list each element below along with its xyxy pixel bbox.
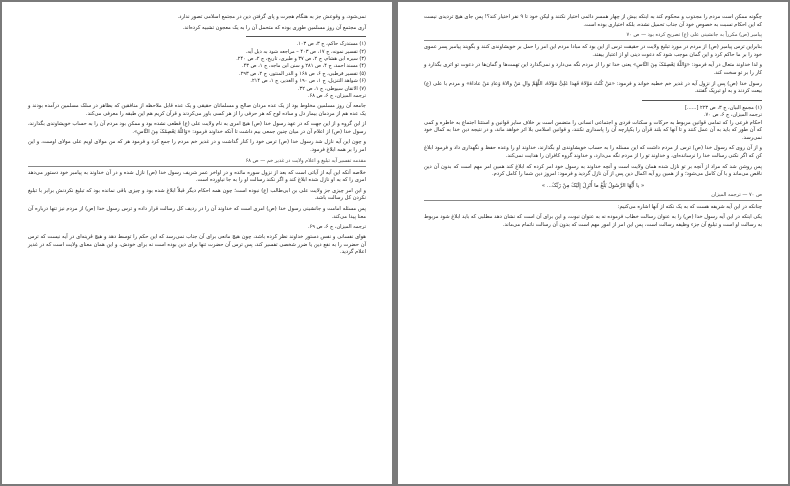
paragraph: و از آن روی که رسول خدا (ص) ترس از مردم داشت که این مسئله را به حساب خویشاوندی او بگذارند، خداوند او را وعده حفظ و نگهداری داد و فرمود ابلاغ کن که اگر نکنی رسالت خدا را نرسانده‌ای، و خداوند تو را از مردم نگه می‌دارد، و خداوند گروه کافران را هدایت نمی‌کند. <box>424 145 762 159</box>
paragraph: آری مجتمع آن روز مسلمین طوری بوده که متحمل آن را به یک معجون تشبیه کرده‌اند. <box>182 24 366 31</box>
quranic-verse: « یا أَیُّهَا الرَّسُولُ بَلِّغْ ما أُنْزِلَ إِلَیْکَ مِنْ رَبِّکَ... » <box>541 182 645 189</box>
source-reference: ترجمه المیزان، ج ۶، ص ۶۹. <box>307 224 366 231</box>
footnote: (۵) تفسیر قرطبی، ج ۶، ص ۱۶۸ و الدر المنثور، ج ۲، ص ۲۹۳. <box>238 70 366 77</box>
paragraph: خلاصه آنکه این آیه از آیاتی است که بعد از نزول سوره مائده و در اواخر عمر شریف رسول خدا (ص) نازل شده و در آن خداوند به پیامبر خود دستور می‌دهد امری را که به او نازل شده ابلاغ کند و اگر نکند رسالت او را به جا نیاورده است. <box>28 169 366 184</box>
paragraph: پس مسئله امامت و جانشینی رسول خدا (ص) امری است که خداوند آن را در ردیف کل رسالت قرار داده و ترس رسول خدا (ص) از مردم نیز تنها درباره آن معنا پیدا می‌کند. <box>28 205 366 220</box>
right-page <box>398 2 788 484</box>
paragraph: رسول خدا (ص) پس از نزول آیه در غدیر خم خطبه خواند و فرمود: «مَنْ کُنْتُ مَوْلاهُ فَهذا عَلِیٌّ مَوْلاهُ، اللَّهُمَّ والِ مَنْ والاهُ وَعادِ مَنْ عاداهُ» و مردم با علی (ع) بیعت کردند و به او تبریک گفتند. <box>424 80 762 95</box>
paragraph: یکی اینکه در این آیه رسول خدا (ص) را به عنوان رسالت خطاب فرموده نه به عنوان نبوت، و این برای آن است که نشان دهد مطلبی که باید ابلاغ شود مربوط به رسالت او است و تبلیغ آن جزء وظیفه رسالت است، پس این امر از امور مهم است که بدون آن رسالت ناتمام می‌ماند. <box>424 214 762 228</box>
footnote: (۳) سیره ابن هشام، ج ۲، ص ۳۷ و طبری، تاریخ، ج ۲، ص ۲۴۰. <box>236 56 366 62</box>
footnote: (۶) شواهد التنزیل، ج ۱، ص ۱۹۰ و الغدیر، ج ۱، ص ۲۱۴. <box>250 78 366 85</box>
footnote-separator <box>642 100 762 101</box>
footnote: (۷) الاتقان سیوطی، ج ۱، ص ۳۲. <box>297 85 366 92</box>
source-reference: ترجمه المیزان، ج ۶، ص ۶۸. <box>307 93 366 100</box>
section-header: مقدمه تفسیر آیه تبلیغ و اعلام ولایت در غدیر خم — ص ۶۸ <box>28 158 366 167</box>
paragraph: و لذا خداوند متعال در آیه فرمود: «وَاللَّهُ یَعْصِمُکَ مِنَ النَّاسِ» یعنی خدا تو را از مردم نگه می‌دارد و نمی‌گذارد این تهمت‌ها و گمان‌ها در دعوت تو اثری بگذارد و کار را بر تو سخت کند. <box>424 62 762 76</box>
paragraph: و چون این آیه نازل شد رسول خدا (ص) ترس خود را کنار گذاشت و در غدیر خم مردم را جمع کرد و فرمود هر که من مولای اویم علی مولای اوست، و این امر را بر همه ابلاغ فرمود. <box>28 139 366 153</box>
paragraph: احکام فرعی را که تمامی قوانین مربوط به حرکات و سکنات فردی و اجتماعی انسانی را متضمن است بر خلاف سایر قوانین و استثنا اجتماع به خاطره و کمی که آن طور که باید به آن عمل کنند و تا آنها که بلند قرآن را یکپارچه آن را پاسداری نکنند، و قوانین اسلامی بلا اثر خواهد ماند، و در نتیجه دین خدا به کمال خود نمی‌رسد. <box>424 119 762 141</box>
paragraph: و این امر چیزی جز ولایت علی بن ابی‌طالب (ع) نبوده است؛ چون همه احکام دیگر قبلاً ابلاغ شده بود و چیزی باقی نمانده بود که تبلیغ نکردنش برابر با تبلیغ نکردن کل رسالت باشد. <box>28 187 366 202</box>
paragraph: چگونه ممکن است مردم را مجذوب و محکوم کند به اینکه بیش از چهار همسر دائمی اختیار نکنند و لیکن خود تا ۹ نفر اختیار کند؟! پس جای هیچ تردیدی نیست که این احکام نسبت به خصوص خود آن جناب تحمیل نشده، بلکه اختیاری بوده است. <box>424 14 762 28</box>
paragraph: هوای نفسانی و نفس دستور خداوند نظر کرده باشد، چون هیچ مانعی برای آن جناب نمی‌رسد که این حکم را توسط دهد و هیچ قرینه‌ای در آیه نیست که ترس آن حضرت را به نفع دین یا ضرر شخصی تفسیر کند، پس ترس آن حضرت تنها برای دین بوده است نه برای خودش، و این همان معنای ولایت است که در غدیر اعلام گردید. <box>28 234 366 256</box>
footnote: (۱) مستدرک حاکم، ج ۳، ص ۱۰۳. <box>296 41 366 48</box>
left-page <box>2 2 392 484</box>
paragraph: جامعه آن روز مسلمین مخلوط بود از یک عده مردان صالح و مسلمانان حقیقی و یک عده قابل ملاحظه از منافقین که بظاهر در سلک مسلمین درآمده بودند و یک عده هم از مردمان بیمار دل و ساده لوح که هر حرفی را از هر کسی باور می‌کردند و قرآن کریم هم این طبقه را معرفی می‌کند. <box>28 103 366 117</box>
footnote: ترجمه المیزان، ج ۶، ص ۷۰. <box>703 112 762 119</box>
section-header: ص ۷۰ — ترجمه المیزان <box>424 192 762 201</box>
paragraph: از این گروه و از این جهت که در عهد رسول خدا (ص) هیچ امری به نام ولایت علی (ع) قطعی نشده بود و ممکن بود مردم آن را به حساب خویشاوندی بگذارند، رسول خدا (ص) از اعلام آن در میان چنین جمعی بیم داشت تا آنکه خداوند فرمود: «وَاللَّهُ یَعْصِمُکَ مِنَ النَّاسِ». <box>28 121 366 135</box>
footnote: (۴) مسند احمد، ج ۴، ص ۲۸۱ و سنن ابن ماجه، ج ۱، ص ۴۳. <box>241 63 366 70</box>
paragraph: بنابراین ترس پیامبر (ص) از مردم در مورد تبلیغ ولایت در حقیقت ترس از این بود که مبادا مردم این امر را حمل بر خویشاوندی کنند و بگویند پیامبر پسر عموی خود را بر ما حاکم کرد و این گمان موجب شود که دعوت دینی او از اعتبار بیفتد. <box>424 44 762 58</box>
footnote: (۱) مجمع البیان، ج ۳، ص ۲۲۳ [......] <box>685 104 762 111</box>
paragraph: پس روشن شد که مراد از آنچه بر تو نازل شده همان ولایت است و آنچه خداوند به رسول خود امر کرده که ابلاغ کند همین امر مهم است که بدون آن دین ناقص می‌ماند و با آن کامل می‌شود؛ و از همین رو آیه اکمال دین پس از آن نازل گردید و فرمود: امروز دین شما را کامل کردم. <box>424 163 762 178</box>
paragraph: چنانکه در این آیه شریفه هست که به یک نکته از آنها اشاره می‌کنیم: <box>617 203 762 210</box>
paragraph: نمی‌شود، و وقوعش جز به هنگام هجرت و پای گرفتن دین در مجتمع اسلامی تصور ندارد. <box>177 14 366 20</box>
footnote: (۲) تفسیر نمونه، ج ۱۷، ص ۴۰۳ – مراجعه شود به ذیل آیه. <box>245 48 366 55</box>
footnote-separator <box>246 36 366 37</box>
section-header: پیامبر (ص) مکرراً به جانشینی علی (ع) تصریح کرده بود — ص ۷۰ <box>424 32 762 41</box>
